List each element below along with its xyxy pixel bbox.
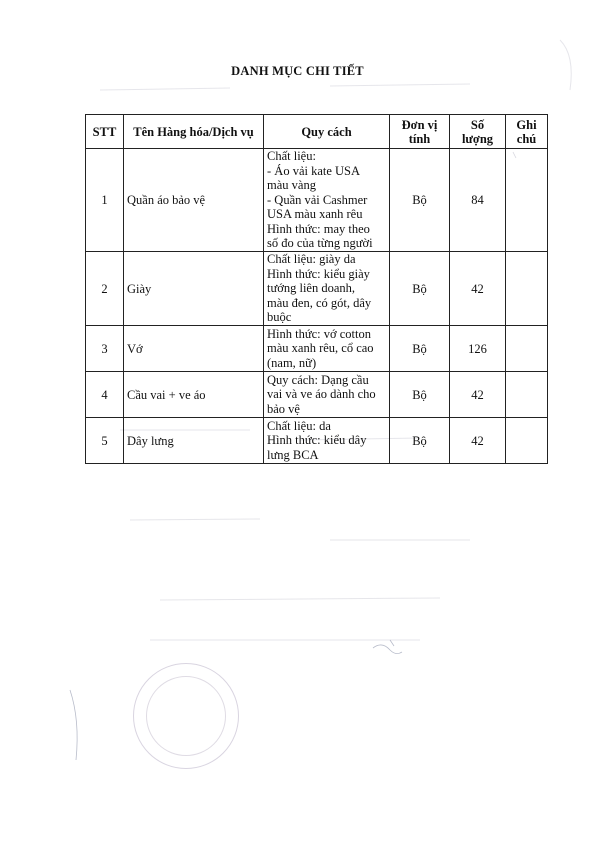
spec-line: (nam, nữ)	[267, 355, 317, 370]
header-qty-line2: lượng	[461, 131, 494, 146]
cell-unit: Bộ	[390, 326, 450, 372]
header-unit-line1: Đơn vị	[401, 117, 438, 132]
spec-line: Hình thức: vớ cotton	[267, 326, 371, 341]
spec-line: tướng liên doanh,	[267, 281, 356, 296]
cell-note	[506, 326, 548, 372]
spec-line: vai và ve áo dành cho	[267, 387, 376, 402]
spec-line: Chất liệu: da	[267, 418, 331, 433]
item-detail-table	[85, 114, 548, 464]
cell-stt: 1	[86, 149, 124, 252]
table-row	[86, 418, 548, 464]
header-note	[506, 115, 548, 149]
table-header-row	[86, 115, 548, 149]
cell-spec	[264, 252, 390, 326]
spec-line: màu vàng	[267, 178, 316, 193]
spec-line: - Quần vải Cashmer	[267, 192, 368, 207]
spec-line: màu đen, có gót, dây	[267, 295, 372, 310]
table-row	[86, 372, 548, 418]
cell-spec	[264, 372, 390, 418]
header-name: Tên Hàng hóa/Dịch vụ	[124, 115, 264, 149]
cell-stt: 3	[86, 326, 124, 372]
cell-unit: Bộ	[390, 149, 450, 252]
cell-unit: Bộ	[390, 372, 450, 418]
header-spec: Quy cách	[264, 115, 390, 149]
cell-spec	[264, 418, 390, 464]
spec-line: Hình thức: kiểu giày	[267, 266, 370, 281]
spec-line: buộc	[267, 310, 292, 325]
header-unit-line2: tính	[408, 131, 431, 146]
spec-line: lưng BCA	[267, 447, 319, 462]
cell-stt: 4	[86, 372, 124, 418]
spec-line: - Áo vải kate USA	[267, 163, 361, 178]
cell-note	[506, 149, 548, 252]
faint-seal-mark	[133, 663, 239, 769]
cell-name: Quần áo bảo vệ	[124, 149, 264, 252]
cell-unit: Bộ	[390, 418, 450, 464]
faint-seal-inner-ring	[146, 676, 226, 756]
cell-note	[506, 372, 548, 418]
cell-note	[506, 252, 548, 326]
header-stt: STT	[86, 115, 124, 149]
cell-spec	[264, 326, 390, 372]
spec-line: số đo của từng người	[267, 236, 373, 251]
spec-line: Chất liệu: giày da	[267, 252, 356, 267]
cell-qty: 42	[450, 252, 506, 326]
table-row	[86, 326, 548, 372]
cell-unit: Bộ	[390, 252, 450, 326]
cell-qty: 42	[450, 418, 506, 464]
spec-line: Hình thức: may theo	[267, 221, 370, 236]
table-row	[86, 252, 548, 326]
cell-qty: 42	[450, 372, 506, 418]
cell-spec	[264, 149, 390, 252]
spec-line: USA màu xanh rêu	[267, 207, 363, 222]
header-unit	[390, 115, 450, 149]
cell-name: Dây lưng	[124, 418, 264, 464]
document-title: DANH MỤC CHI TIẾT	[231, 64, 364, 78]
header-note-line1: Ghi	[516, 117, 537, 132]
cell-note	[506, 418, 548, 464]
cell-name: Giày	[124, 252, 264, 326]
spec-line: Quy cách: Dạng cầu	[267, 372, 369, 387]
header-qty-line1: Số	[470, 117, 485, 132]
cell-stt: 5	[86, 418, 124, 464]
table-row	[86, 149, 548, 252]
spec-line: Chất liệu:	[267, 149, 316, 164]
header-note-line2: chú	[516, 131, 537, 146]
spec-line: bảo vệ	[267, 401, 300, 416]
cell-qty: 84	[450, 149, 506, 252]
header-qty	[450, 115, 506, 149]
spec-line: Hình thức: kiểu dây	[267, 433, 367, 448]
cell-stt: 2	[86, 252, 124, 326]
cell-qty: 126	[450, 326, 506, 372]
cell-name: Vớ	[124, 326, 264, 372]
cell-name: Cầu vai + ve áo	[124, 372, 264, 418]
spec-line: màu xanh rêu, cổ cao	[267, 341, 374, 356]
